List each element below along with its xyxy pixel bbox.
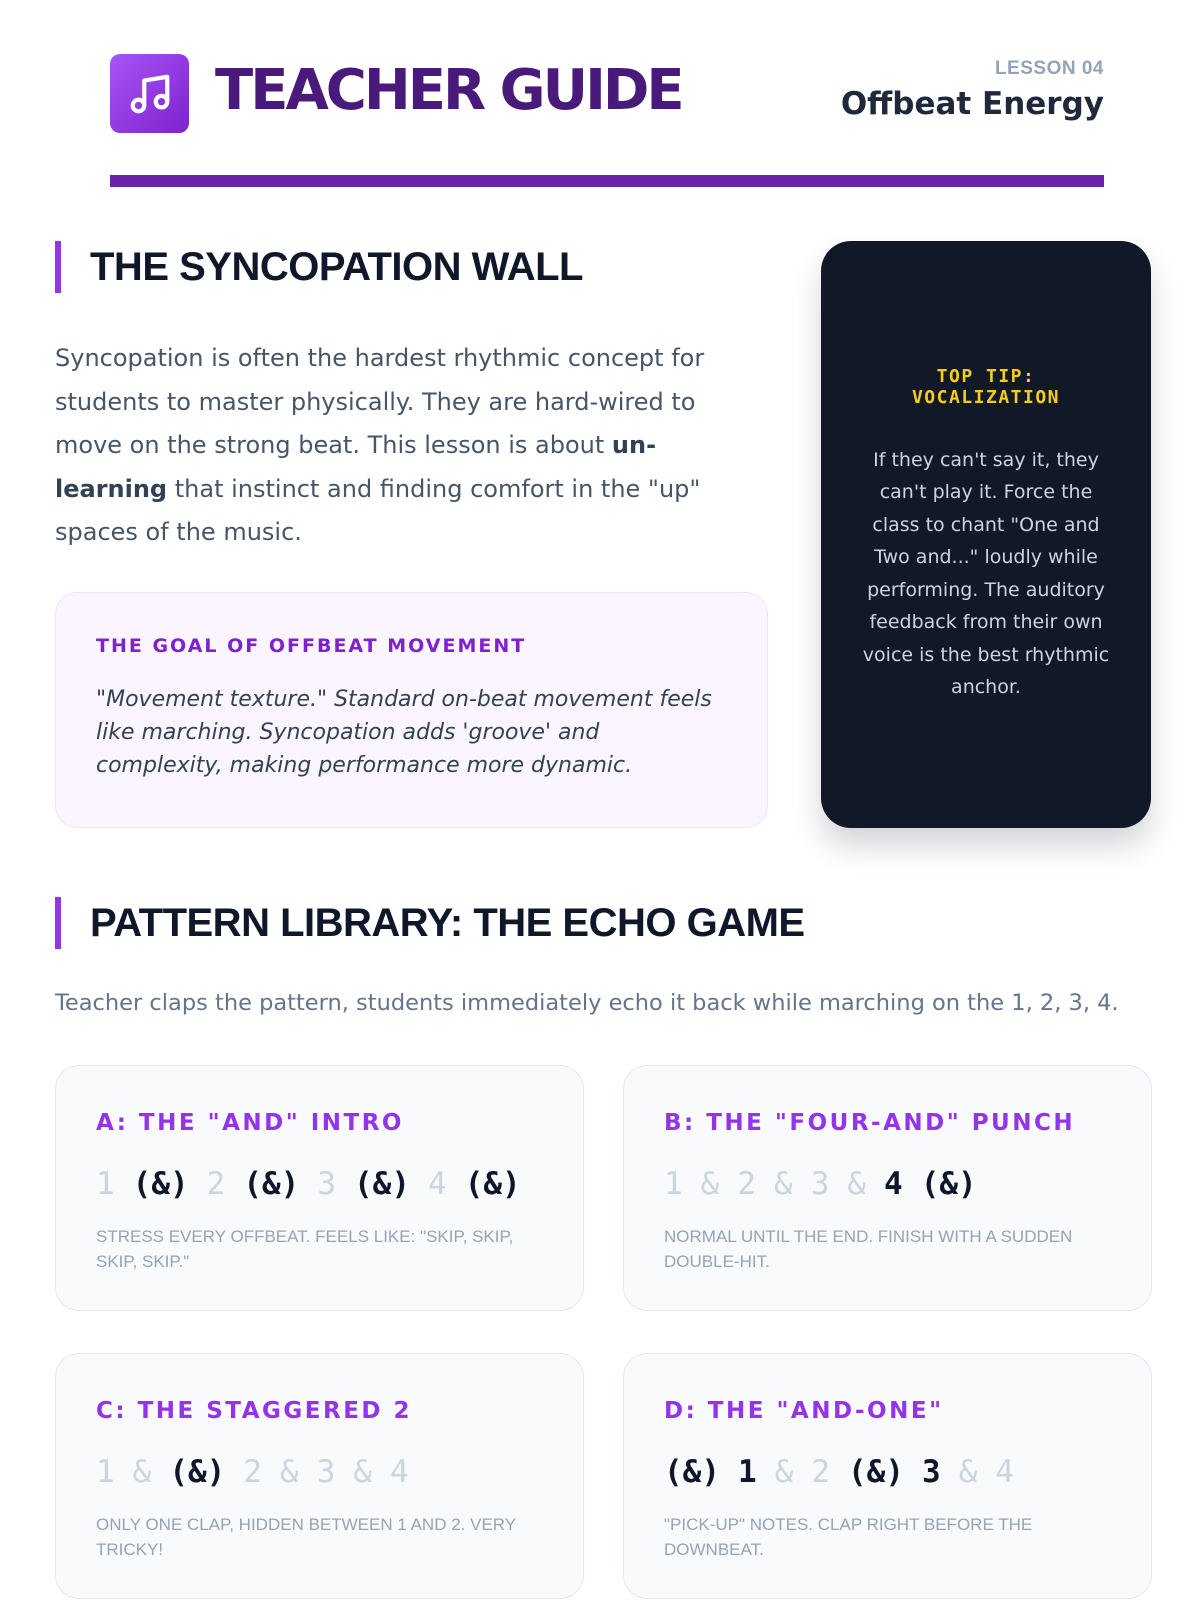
syncopation-heading: [55, 241, 583, 293]
music-note-icon: [110, 54, 189, 133]
lesson-info: [841, 58, 1104, 122]
pattern-beats: [96, 1454, 543, 1490]
beat-clap: 1: [738, 1454, 757, 1490]
beat-count: 4: [428, 1166, 447, 1202]
beat-count: 4: [390, 1454, 409, 1490]
goal-label: THE GOAL OF OFFBEAT MOVEMENT: [96, 635, 527, 657]
beat-clap: 4: [884, 1166, 903, 1202]
beat-clap: (&): [354, 1166, 411, 1202]
pattern-title: D: THE "AND-ONE": [664, 1398, 944, 1424]
beat-clap: (&): [132, 1166, 189, 1202]
beat-count: &: [700, 1166, 720, 1202]
pattern-description: STRESS EVERY OFFBEAT. FEELS LIKE: "SKIP, SKIP, SKIP, SKIP.": [96, 1227, 514, 1271]
pattern-description: NORMAL UNTIL THE END. FINISH WITH A SUDDEN DOUBLE-HIT.: [664, 1227, 1073, 1271]
beat-clap: (&): [169, 1454, 226, 1490]
echo-game-description: Teacher claps the pattern, students immediately echo it back while marching on the 1, 2, 3, 4.: [55, 990, 1119, 1016]
pattern-title: A: THE "AND" INTRO: [96, 1110, 404, 1136]
goal-callout: [55, 592, 768, 828]
pattern-card-d: [623, 1353, 1152, 1599]
syncopation-intro: [55, 337, 755, 555]
tip-text: If they can't say it, they can't play it. Force the class to chant "One and Two and..." loudly while performing. The auditory feedback from their own voice is the best rhythmic anchor.: [862, 448, 1110, 698]
beat-clap: (&): [920, 1166, 977, 1202]
beat-count: &: [958, 1454, 978, 1490]
beat-count: 3: [317, 1166, 337, 1202]
beat-count: 1: [96, 1166, 115, 1202]
beat-count: &: [847, 1166, 867, 1202]
section-title: PATTERN LIBRARY: THE ECHO GAME: [90, 900, 805, 945]
pattern-description: ONLY ONE CLAP, HIDDEN BETWEEN 1 AND 2. VERY TRICKY!: [96, 1515, 516, 1559]
header: [55, 0, 1152, 188]
section-title: THE SYNCOPATION WALL: [90, 244, 583, 289]
header-divider: [110, 175, 1104, 187]
beat-count: 2: [206, 1166, 226, 1202]
beat-count: &: [132, 1454, 152, 1490]
beat-clap: 3: [922, 1454, 941, 1490]
lesson-number: LESSON 04: [994, 58, 1104, 79]
pattern-beats: [664, 1454, 1111, 1490]
pattern-library-heading: [55, 897, 805, 949]
beat-count: &: [774, 1454, 794, 1490]
lesson-title: Offbeat Energy: [840, 86, 1104, 122]
pattern-beats: [96, 1166, 543, 1202]
pattern-beats: [664, 1166, 1111, 1202]
beat-count: 2: [811, 1454, 831, 1490]
pattern-title: C: THE STAGGERED 2: [96, 1398, 413, 1424]
pattern-card-c: [55, 1353, 584, 1599]
top-tip-card: [821, 241, 1151, 828]
pattern-card-a: [55, 1065, 584, 1311]
beat-count: 1: [664, 1166, 683, 1202]
pattern-description: "PICK-UP" NOTES. CLAP RIGHT BEFORE THE DOWNBEAT.: [664, 1515, 1033, 1559]
beat-clap: (&): [848, 1454, 905, 1490]
beat-count: 2: [243, 1454, 263, 1490]
beat-count: 4: [995, 1454, 1015, 1490]
tip-label: TOP TIP: VOCALIZATION: [911, 365, 1061, 408]
section-accent-bar: [55, 897, 61, 949]
beat-count: 3: [316, 1454, 336, 1490]
intro-text-start: Syncopation is often the hardest rhythmic concept for students to master physically. They are hard-wired to move on the strong beat. This lesson is about: [55, 344, 705, 459]
goal-text: "Movement texture." Standard on-beat movement feels like marching. Syncopation adds 'groove' and complexity, making performance more dynamic.: [96, 687, 712, 778]
beat-count: &: [353, 1454, 373, 1490]
pattern-card-b: [623, 1065, 1152, 1311]
intro-text-bold: un-learning: [55, 431, 657, 503]
section-accent-bar: [55, 241, 61, 293]
beat-clap: (&): [664, 1454, 720, 1490]
beat-count: &: [774, 1166, 793, 1202]
beat-count: 2: [737, 1166, 757, 1202]
intro-text-end: that instinct and finding comfort in the "up" spaces of the music.: [55, 474, 701, 546]
beat-count: 1: [96, 1454, 115, 1490]
beat-count: &: [280, 1454, 299, 1490]
pattern-title: B: THE "FOUR-AND" PUNCH: [664, 1110, 1076, 1136]
brand-title: TEACHER GUIDE: [215, 58, 682, 123]
beat-clap: (&): [243, 1166, 300, 1202]
beat-count: 3: [810, 1166, 830, 1202]
beat-clap: (&): [464, 1166, 521, 1202]
